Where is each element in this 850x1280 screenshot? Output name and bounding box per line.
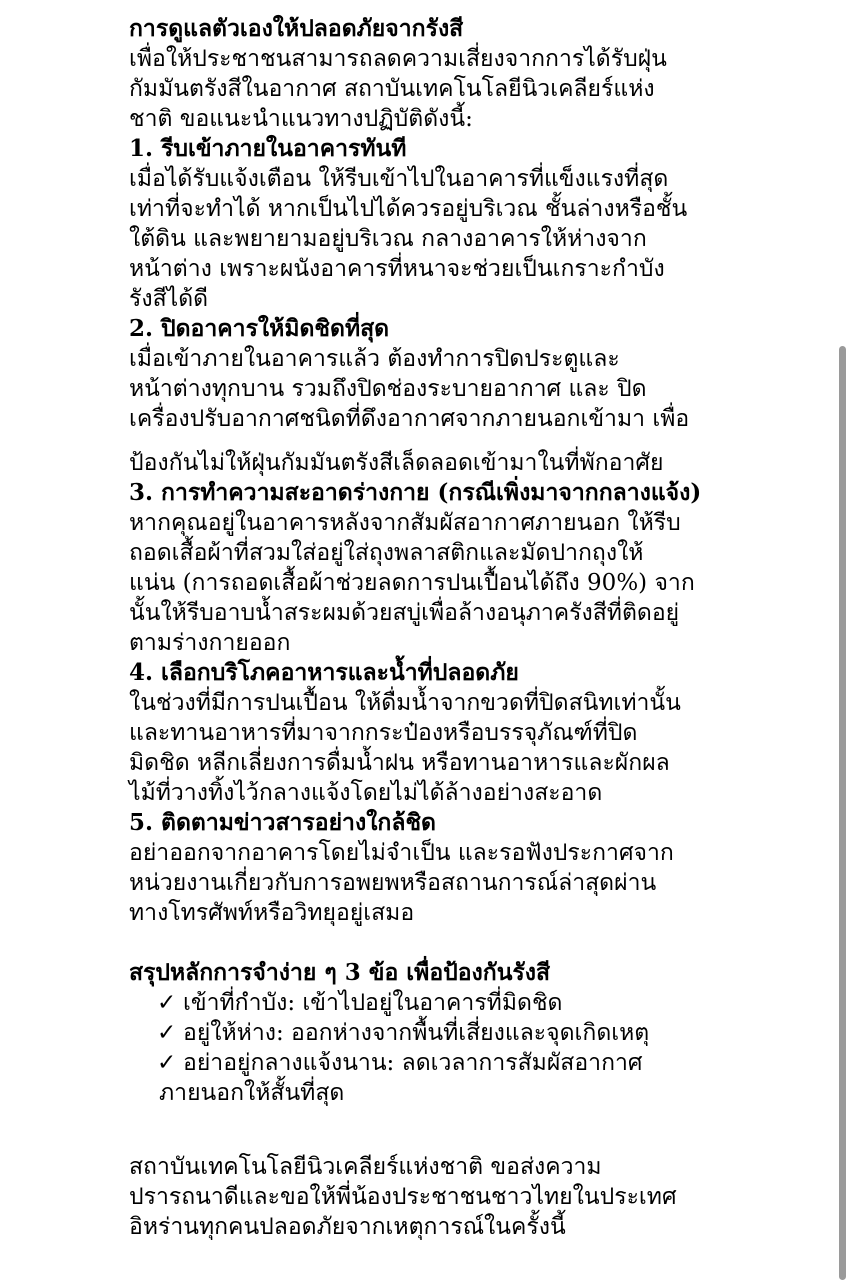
paragraph-spacer bbox=[129, 434, 829, 448]
summary-item-text: อยู่ให้ห่าง: ออกห่างจากพื้นที่เสี่ยงและจุดเกิดเหตุ bbox=[183, 1020, 650, 1046]
document-page bbox=[129, 14, 829, 1242]
summary-item-text: อย่าอยู่กลางแจ้งนาน: ลดเวลาการสัมผัสอากาศ bbox=[183, 1050, 643, 1076]
section-heading: 5. ติดตามข่าวสารอย่างใกล้ชิด bbox=[129, 809, 436, 836]
closing-line: ปรารถนาดีและขอให้พี่น้องประชาชนชาวไทยในประเทศ bbox=[129, 1184, 677, 1210]
section-line: ตามร่างกายออก bbox=[129, 630, 291, 656]
section-heading: 2. ปิดอาคารให้มิดชิดที่สุด bbox=[129, 315, 390, 342]
check-icon: ✓ bbox=[157, 990, 177, 1016]
section-heading: 3. การทำความสะอาดร่างกาย (กรณีเพิ่งมาจากกลางแจ้ง) bbox=[129, 479, 702, 506]
summary-item bbox=[129, 988, 829, 1018]
paragraph-spacer bbox=[129, 1108, 829, 1138]
section-line: ในช่วงที่มีการปนเปื้อน ให้ดื่มน้ำจากขวดที่ปิดสนิทเท่านั้น bbox=[129, 690, 681, 716]
section-line: ไม้ที่วางทิ้งไว้กลางแจ้งโดยไม่ได้ล้างอย่างสะอาด bbox=[129, 780, 603, 806]
section-line: ใต้ดิน และพยายามอยู่บริเวณ กลางอาคารให้ห่างจาก bbox=[129, 226, 647, 252]
section-line: เครื่องปรับอากาศชนิดที่ดึงอากาศจากภายนอกเข้ามา เพื่อ bbox=[129, 406, 690, 432]
section-line: มิดชิด หลีกเลี่ยงการดื่มน้ำฝน หรือทานอาหารและผักผล bbox=[129, 750, 670, 776]
summary-heading: สรุปหลักการจำง่าย ๆ 3 ข้อ เพื่อป้องกันรังสี bbox=[129, 959, 551, 986]
section-line: และทานอาหารที่มาจากกระป๋องหรือบรรจุภัณฑ์ที่ปิด bbox=[129, 720, 638, 746]
section-line: นั้นให้รีบอาบน้ำสระผมด้วยสบู่เพื่อล้างอนุภาครังสีที่ติดอยู่ bbox=[129, 600, 680, 626]
intro-line: เพื่อให้ประชาชนสามารถลดความเสี่ยงจากการได้รับฝุ่น bbox=[129, 46, 667, 72]
intro-line: ชาติ ขอแนะนำแนวทางปฏิบัติดังนี้: bbox=[129, 106, 473, 132]
closing-line: สถาบันเทคโนโลยีนิวเคลียร์แห่งชาติ ขอส่งความ bbox=[129, 1154, 602, 1180]
vertical-scrollbar[interactable] bbox=[839, 346, 846, 1280]
document-title: การดูแลตัวเองให้ปลอดภัยจากรังสี bbox=[129, 15, 464, 42]
section-line: หน่วยงานเกี่ยวกับการอพยพหรือสถานการณ์ล่าสุดผ่าน bbox=[129, 870, 657, 896]
summary-item-continuation: ภายนอกให้สั้นที่สุด bbox=[159, 1080, 345, 1106]
section-line: เมื่อเข้าภายในอาคารแล้ว ต้องทำการปิดประตูและ bbox=[129, 346, 620, 372]
section-line: ป้องกันไม่ให้ฝุ่นกัมมันตรังสีเล็ดลอดเข้ามาในที่พักอาศัย bbox=[129, 450, 664, 476]
summary-item-text: เข้าที่กำบัง: เข้าไปอยู่ในอาคารที่มิดชิด bbox=[183, 990, 563, 1016]
closing-line: อิหร่านทุกคนปลอดภัยจากเหตุการณ์ในครั้งนี้ bbox=[129, 1214, 566, 1240]
paragraph-spacer bbox=[129, 1138, 829, 1152]
section-line: หน้าต่างทุกบาน รวมถึงปิดช่องระบายอากาศ และ ปิด bbox=[129, 376, 647, 402]
section-line: เมื่อได้รับแจ้งเตือน ให้รีบเข้าไปในอาคารที่แข็งแรงที่สุด bbox=[129, 166, 669, 192]
section-line: แน่น (การถอดเสื้อผ้าช่วยลดการปนเปื้อนได้ถึง 90%) จาก bbox=[129, 570, 695, 596]
section-heading: 4. เลือกบริโภคอาหารและน้ำที่ปลอดภัย bbox=[129, 659, 519, 686]
section-line: ถอดเสื้อผ้าที่สวมใส่อยู่ใส่ถุงพลาสติกและมัดปากถุงให้ bbox=[129, 540, 644, 566]
section-heading: 1. รีบเข้าภายในอาคารทันที bbox=[129, 135, 407, 162]
section-line: ทางโทรศัพท์หรือวิทยุอยู่เสมอ bbox=[129, 900, 415, 926]
summary-item bbox=[129, 1048, 829, 1078]
check-icon: ✓ bbox=[157, 1020, 177, 1046]
section-line: อย่าออกจากอาคารโดยไม่จำเป็น และรอฟังประกาศจาก bbox=[129, 840, 674, 866]
section-line: เท่าที่จะทำได้ หากเป็นไปได้ควรอยู่บริเวณ ชั้นล่างหรือชั้น bbox=[129, 196, 688, 222]
section-line: หากคุณอยู่ในอาคารหลังจากสัมผัสอากาศภายนอก ให้รีบ bbox=[129, 510, 681, 536]
paragraph-spacer bbox=[129, 928, 829, 958]
intro-line: กัมมันตรังสีในอากาศ สถาบันเทคโนโลยีนิวเคลียร์แห่ง bbox=[129, 76, 655, 102]
check-icon: ✓ bbox=[157, 1050, 177, 1076]
section-line: หน้าต่าง เพราะผนังอาคารที่หนาจะช่วยเป็นเกราะกำบัง bbox=[129, 256, 665, 282]
section-line: รังสีได้ดี bbox=[129, 286, 209, 312]
summary-item bbox=[129, 1018, 829, 1048]
